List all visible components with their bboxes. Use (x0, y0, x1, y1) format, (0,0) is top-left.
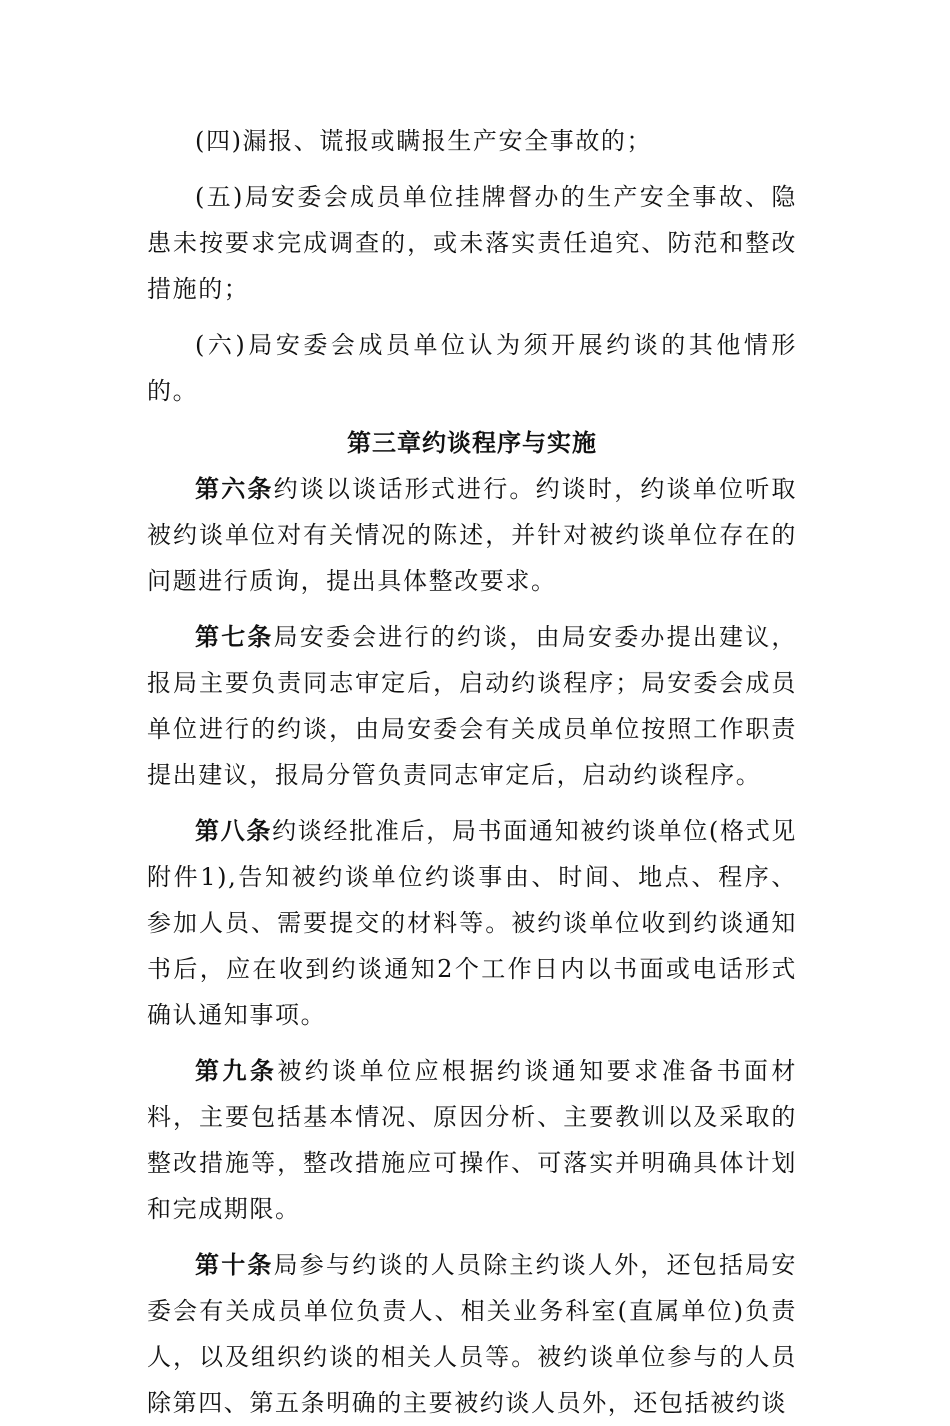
article-10 (147, 1242, 797, 1426)
article-7-body: 局安委会进行的约谈，由局安委办提出建议，报局主要负责同志审定后，启动约谈程序；局安委会成员单位进行的约谈，由局安委会有关成员单位按照工作职责提出建议，报局分管负责同志审定后，启动约谈程序。 (147, 623, 797, 789)
clause-item-6: (六)局安委会成员单位认为须开展约谈的其他情形的。 (147, 331, 797, 405)
article-9-title: 第九条 (195, 1057, 278, 1085)
article-6-body: 约谈以谈话形式进行。约谈时，约谈单位听取被约谈单位对有关情况的陈述，并针对被约谈单位存在的问题进行质询，提出具体整改要求。 (147, 475, 797, 595)
clause-item-4: (四)漏报、谎报或瞒报生产安全事故的； (195, 127, 653, 155)
clause-item-5: (五)局安委会成员单位挂牌督办的生产安全事故、隐患未按要求完成调查的，或未落实责任追究、防范和整改措施的； (147, 183, 797, 303)
article-7 (147, 614, 797, 798)
chapter-title: 第三章约谈程序与实施 (347, 429, 597, 457)
article-8-title: 第八条 (195, 817, 273, 845)
article-8 (147, 808, 797, 1038)
article-6-title: 第六条 (195, 475, 274, 503)
article-7-title: 第七条 (195, 623, 274, 651)
article-9 (147, 1048, 797, 1232)
article-6 (147, 466, 797, 604)
article-10-body: 局参与约谈的人员除主约谈人外，还包括局安委会有关成员单位负责人、相关业务科室(直属单位)负责人，以及组织约谈的相关人员等。被约谈单位参与的人员除第四、第五条明确的主要被约谈人员外，还包括被约谈 (147, 1251, 797, 1417)
document-body (147, 118, 797, 1426)
article-8-body: 约谈经批准后，局书面通知被约谈单位(格式见附件1),告知被约谈单位约谈事由、时间、地点、程序、参加人员、需要提交的材料等。被约谈单位收到约谈通知书后，应在收到约谈通知2个工作日内以书面或电话形式确认通知事项。 (147, 817, 797, 1029)
article-10-title: 第十条 (195, 1251, 274, 1279)
article-9-body: 被约谈单位应根据约谈通知要求准备书面材料，主要包括基本情况、原因分析、主要教训以及采取的整改措施等，整改措施应可操作、可落实并明确具体计划和完成期限。 (147, 1057, 797, 1223)
